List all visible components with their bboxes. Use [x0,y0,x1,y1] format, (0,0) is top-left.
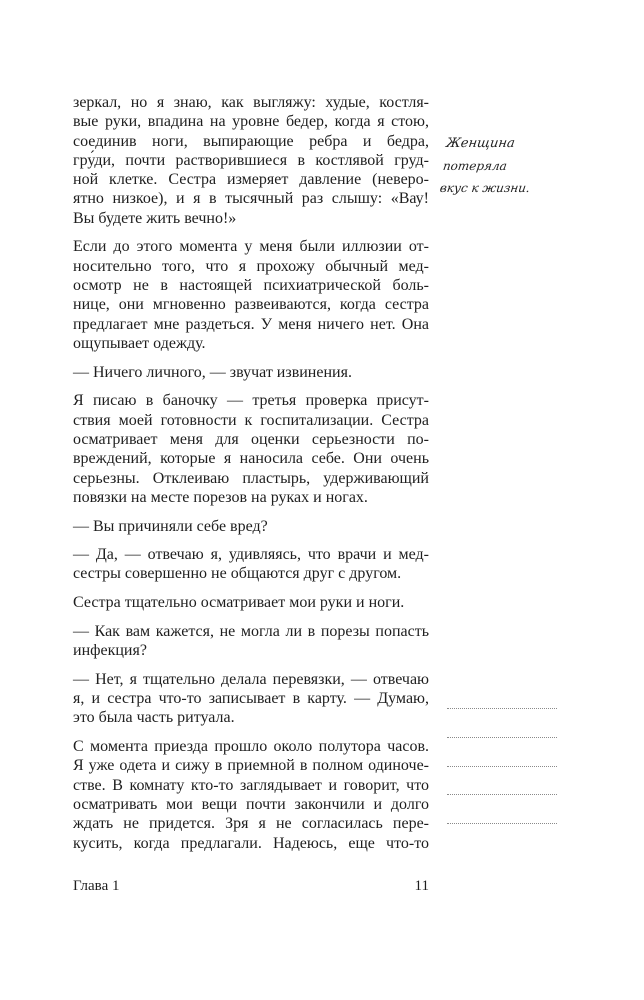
note-dotted-line [447,766,557,767]
text-line: ощупывает одежду. [73,334,206,352]
paragraph [73,593,429,612]
text-line: стве. В комнату кто-то заглядывает и говорит, что [73,776,429,794]
note-dotted-line [447,794,557,795]
text-line: — Да, — отвечаю я, удивляясь, что врачи и мед- [73,546,429,564]
text-line: повязки на месте порезов на руках и ногах. [73,488,368,506]
paragraph [73,737,429,853]
text-line: носительно того, что я прохожу обычный мед- [73,257,429,275]
text-line: сестры совершенно не общаются друг с другом. [73,565,402,583]
text-line: нице, они мгновенно развеиваются, когда сестра [73,296,429,314]
text-line: серьезны. Отклеиваю пластырь, удерживающий [73,469,429,487]
text-line: это была часть ритуала. [73,709,235,727]
text-line: гру́ди, почти растворившиеся в костлявой груд- [73,151,429,169]
note-line: вкус к жизни. [438,181,531,195]
paragraph [73,237,429,353]
text-line: зеркал, но я знаю, как выгляжу: худые, костля- [73,94,429,111]
paragraph [73,93,429,228]
note-line: потеряла [442,159,508,173]
paragraph [73,622,429,661]
text-line: С момента приезда прошло около полутора часов. [73,738,429,756]
text-line: Если до этого момента у меня были иллюзии от- [73,238,429,256]
text-line: ждать не придется. Зря я не согласилась пере- [73,815,429,833]
text-line: — Нет, я тщательно делала перевязки, — отвечаю [73,670,429,688]
text-line: — Как вам кажется, не могла ли в порезы попасть [73,622,429,640]
handwritten-margin-note [438,130,558,202]
text-line: кусить, когда предлагали. Надеюсь, еще что-то [73,834,429,852]
body-text [73,93,429,862]
text-line: вые руки, впадина на уровне бедер, когда я стою, [73,113,429,131]
paragraph [73,391,429,507]
text-line: я, и сестра что-то записывает в карту. — Думаю, [73,690,429,708]
text-line: ствия моей готовности к госпитализации. Сестра [73,411,429,429]
page-number: 11 [414,878,429,894]
note-dotted-line [447,823,557,824]
paragraph [73,517,429,536]
running-footer-chapter: Глава 1 [73,878,120,894]
note-line: Женщина [445,136,516,151]
text-line: Я писаю в баночку — третья проверка присут- [73,392,429,410]
paragraph [73,545,429,584]
text-line: осматривает меня для оценки серьезности по- [73,430,429,448]
text-line: Сестра тщательно осматривает мои руки и ноги. [73,594,405,612]
text-line: ятно низкое), и я в тысячный раз слышу: «Вау! [73,190,429,208]
text-line: — Ничего личного, — звучат извинения. [73,363,352,381]
text-line: соединив ноги, выпирающие ребра и бедра, [73,132,429,150]
text-line: вреждений, которые я наносила себе. Они очень [73,450,429,468]
text-line: предлагает мне раздеться. У меня ничего нет. Она [73,315,429,333]
text-line: ной клетке. Сестра измеряет давление (неверо- [73,171,429,189]
text-line: Вы будете жить вечно!» [73,209,237,227]
text-line: Я уже одета и сижу в приемной в полном одиноче- [73,757,429,775]
note-dotted-line [447,708,557,709]
text-line: осмотр не в настоящей психиатрической боль- [73,277,429,295]
paragraph [73,670,429,728]
text-line: — Вы причиняли себе вред? [73,517,268,535]
text-line: инфекция? [73,642,147,660]
text-line: осматривать мои вещи почти закончили и долго [73,796,429,814]
paragraph [73,363,429,382]
note-dotted-line [447,737,557,738]
